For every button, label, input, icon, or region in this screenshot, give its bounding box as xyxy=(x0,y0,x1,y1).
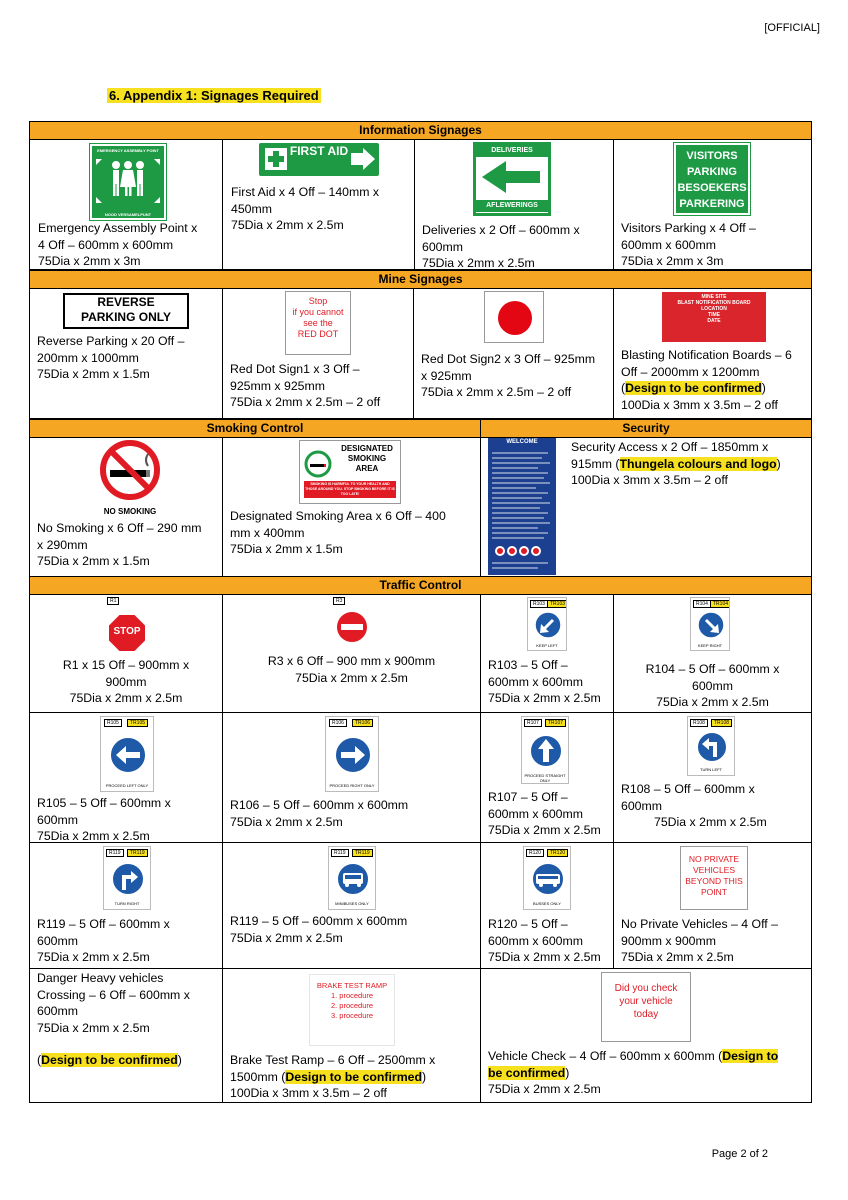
reddot1-line-2: if you cannot xyxy=(292,307,344,317)
cell-r103 xyxy=(480,594,614,713)
cell-r107 xyxy=(480,712,614,843)
check-line-3: 75Dia x 2mm x 2.5m xyxy=(488,1082,601,1096)
r108-line-1: R108 – 5 Off – 600mm x xyxy=(621,782,755,796)
reddot1-line-3: see the xyxy=(303,318,333,328)
brake-line-2-prefix: 1500mm ( xyxy=(230,1069,286,1084)
r107-line-1: R107 – 5 Off – xyxy=(488,790,568,804)
r107-code-label: R107 xyxy=(524,719,542,727)
noprivate-line-3: 75Dia x 2mm x 2.5m xyxy=(621,950,734,964)
reddot1-desc-3: 75Dia x 2mm x 2.5m – 2 off xyxy=(230,395,381,409)
r107-sign-label: PROCEED STRAIGHT ONLY xyxy=(524,773,566,783)
check-line-2 xyxy=(488,1065,778,1082)
no-entry-icon xyxy=(334,609,370,645)
danger-paren-open: ( xyxy=(37,1053,42,1067)
r119a-description xyxy=(37,916,170,966)
r104-line-1: R104 – 5 Off – 600mm x xyxy=(645,662,780,676)
reddot2-desc-2: x 925mm xyxy=(421,368,472,383)
danger-line-3: 600mm xyxy=(37,1004,79,1018)
r120-tr-label: TR120 xyxy=(547,849,568,857)
reddot1-description xyxy=(230,361,380,411)
cell-brake-test-ramp xyxy=(222,968,481,1103)
blasting-line-1: Blasting Notification Boards – 6 xyxy=(621,348,792,362)
r104-sign xyxy=(690,597,730,651)
r1-line-3: 75Dia x 2mm x 2.5m xyxy=(69,691,183,705)
check-sign-3: today xyxy=(633,1009,659,1020)
reddot1-line-1: Stop xyxy=(308,296,328,306)
danger-line-5 xyxy=(37,1052,190,1069)
r119b-line-1: R119 – 5 Off – 600mm x 600mm xyxy=(230,914,408,928)
r120-description xyxy=(488,916,601,966)
danger-paren-close: ) xyxy=(177,1053,182,1067)
cell-blasting-board xyxy=(613,288,812,419)
r107-sign xyxy=(521,716,569,784)
deliveries-line-2: 600mm xyxy=(422,239,464,254)
classification-label: [OFFICIAL] xyxy=(764,22,820,34)
designated-sign-title xyxy=(334,444,400,474)
vehicle-check-sign xyxy=(601,972,691,1042)
cell-r1-stop xyxy=(29,594,223,713)
deliveries-line-3: 75Dia x 2mm x 2.5m xyxy=(422,256,535,270)
proceed-right-arrow-icon xyxy=(333,735,373,775)
assembly-line-2: 4 Off – 600mm x 600mm xyxy=(38,237,174,252)
page-number: Page 2 of 2 xyxy=(711,1148,768,1160)
r104-tr-label: TR104 xyxy=(710,600,730,608)
brake-sign-3: 2. procedure xyxy=(330,1001,374,1010)
designated-sign-3: AREA xyxy=(355,464,379,473)
r120-line-2: 600mm x 600mm xyxy=(488,933,583,948)
danger-design-tbc-highlight: Design to be confirmed xyxy=(41,1053,178,1067)
blasting-notification-sign xyxy=(662,292,766,342)
minibus-icon xyxy=(335,861,371,897)
r120-sign xyxy=(523,846,571,910)
first-aid-sign-text: FIRST AID xyxy=(289,144,349,158)
reddot2-description xyxy=(421,351,595,401)
security-line-3: 100Dia x 3mm x 3.5m – 2 off xyxy=(571,473,728,487)
security-description xyxy=(571,439,781,489)
designated-sign-1: DESIGNATED xyxy=(341,444,393,453)
visitors-description xyxy=(621,220,756,270)
no-smoking-line-3: 75Dia x 2mm x 1.5m xyxy=(37,554,150,568)
r120-line-3: 75Dia x 2mm x 2.5m xyxy=(488,950,601,964)
blasting-description xyxy=(621,347,792,413)
r103-line-3: 75Dia x 2mm x 2.5m xyxy=(488,691,601,705)
check-design-tbc-highlight-1: Design to xyxy=(722,1049,779,1063)
visitors-sign-line-3: BESOEKERS xyxy=(677,182,747,194)
no-smoking-sign-text: NO SMOKING xyxy=(103,507,157,516)
r119b-sign xyxy=(328,846,376,910)
r107-line-2: 600mm x 600mm xyxy=(488,806,583,821)
reverse-line-3: 75Dia x 2mm x 1.5m xyxy=(37,367,150,381)
designated-smoking-sign xyxy=(299,440,401,504)
blasting-paren-open: ( xyxy=(621,381,626,395)
turn-right-arrow-icon xyxy=(110,861,146,897)
noprivate-sign-3: BEYOND THIS xyxy=(685,876,743,886)
red-dot-sign-1 xyxy=(285,291,351,355)
blasting-sign-4: TIME xyxy=(708,312,720,318)
r108-tr-label: TR108 xyxy=(711,719,732,727)
reddot2-desc-3: 75Dia x 2mm x 2.5m – 2 off xyxy=(421,385,572,399)
first-aid-line-3: 75Dia x 2mm x 2.5m xyxy=(231,218,344,232)
proceed-straight-arrow-icon xyxy=(528,733,564,769)
no-smoking-description xyxy=(37,520,201,570)
designated-sign-warning: SMOKING IS HARMFUL TO YOUR HEALTH AND THOSE AROUND YOU. STOP SMOKING BEFORE IT IS TOO LATE! xyxy=(305,482,395,496)
security-sign-title: WELCOME xyxy=(506,439,538,445)
r106-line-1: R106 – 5 Off – 600mm x 600mm xyxy=(230,798,409,812)
no-smoking-line-1: No Smoking x 6 Off – 290 mm xyxy=(37,521,202,535)
r103-tr-label: TR103 xyxy=(547,600,567,608)
red-dot-sign-2 xyxy=(484,291,544,343)
reverse-line-2: 200mm x 1000mm xyxy=(37,350,139,365)
cell-visitors-parking xyxy=(613,139,812,270)
visitors-line-3: 75Dia x 2mm x 3m xyxy=(621,254,724,268)
people-icon xyxy=(92,153,164,209)
noprivate-description xyxy=(621,916,778,966)
assembly-line-1: Emergency Assembly Point x xyxy=(38,221,198,235)
deliveries-sign xyxy=(473,142,551,216)
r106-code-label: R106 xyxy=(329,719,347,727)
brake-line-2-suffix: ) xyxy=(422,1069,427,1084)
brake-line-3: 100Dia x 3mm x 3.5m – 2 off xyxy=(230,1086,387,1100)
cell-r104 xyxy=(613,594,812,713)
thungela-highlight: Thungela colours and logo xyxy=(619,456,777,471)
r1-line-2: 900mm xyxy=(105,674,147,689)
deliveries-sign-bottom: AFLEWERINGS xyxy=(476,200,548,212)
r1-line-1: R1 x 15 Off – 900mm x xyxy=(62,658,190,672)
reverse-parking-sign xyxy=(63,293,189,329)
check-line-1-prefix: Vehicle Check – 4 Off – 600mm x 600mm ( xyxy=(488,1049,723,1063)
r103-description xyxy=(488,657,601,707)
designated-line-1: Designated Smoking Area x 6 Off – 400 xyxy=(230,509,446,523)
brake-line-2 xyxy=(230,1069,435,1086)
assembly-line-3: 75Dia x 2mm x 3m xyxy=(38,254,141,268)
brake-description xyxy=(230,1052,435,1102)
reverse-line-1: Reverse Parking x 20 Off – xyxy=(37,334,185,348)
first-aid-line-1: First Aid x 4 Off – 140mm x xyxy=(231,185,380,199)
assembly-sign-top-text: EMERGENCY ASSEMBLY POINT xyxy=(97,148,159,153)
no-smoking-line-2: x 290mm xyxy=(37,537,88,552)
designated-line-2: mm x 400mm xyxy=(230,525,305,540)
visitors-sign-line-1: VISITORS xyxy=(686,150,738,162)
danger-line-1: Danger Heavy vehicles xyxy=(37,971,164,985)
arrow-left-icon xyxy=(476,157,548,197)
reverse-sign-line-2: PARKING ONLY xyxy=(80,310,171,324)
r104-line-3: 75Dia x 2mm x 2.5m xyxy=(656,695,769,709)
blasting-sign-1: MINE SITE xyxy=(701,294,727,300)
section-header-information: Information Signages xyxy=(29,121,812,140)
cell-red-dot-2 xyxy=(413,288,614,419)
cell-first-aid xyxy=(222,139,415,270)
security-rules-text-lines xyxy=(488,447,556,573)
visitors-line-1: Visitors Parking x 4 Off – xyxy=(621,221,756,235)
danger-line-2: Crossing – 6 Off – 600mm x xyxy=(37,987,190,1002)
deliveries-sign-top: DELIVERIES xyxy=(476,145,548,157)
r104-code-label: R104 xyxy=(693,600,711,608)
reddot1-desc-1: Red Dot Sign1 x 3 Off – xyxy=(230,362,360,376)
r3-description xyxy=(223,653,480,686)
section-header-smoking: Smoking Control xyxy=(29,419,481,438)
danger-spacer xyxy=(37,1036,190,1052)
r108-line-2: 600mm xyxy=(621,798,663,813)
blasting-line-4: 100Dia x 3mm x 3.5m – 2 off xyxy=(621,397,778,412)
designated-description xyxy=(230,508,446,558)
check-description xyxy=(488,1048,778,1098)
cell-no-smoking xyxy=(29,437,223,577)
r105-line-2: 600mm xyxy=(37,812,79,827)
r108-sign xyxy=(687,716,735,776)
r108-description xyxy=(621,781,767,831)
designated-line-3: 75Dia x 2mm x 1.5m xyxy=(230,542,343,556)
r106-tr-label: TR106 xyxy=(352,719,373,727)
r119b-line-2: 75Dia x 2mm x 2.5m xyxy=(230,930,343,945)
cell-vehicle-check xyxy=(480,968,812,1103)
cell-r105 xyxy=(29,712,223,843)
security-line-2 xyxy=(571,456,781,473)
deliveries-line-1: Deliveries x 2 Off – 600mm x xyxy=(422,223,580,237)
r119b-description xyxy=(230,913,407,946)
turn-left-arrow-icon xyxy=(695,730,729,764)
cell-r108 xyxy=(613,712,812,843)
security-line-2-prefix: 915mm ( xyxy=(571,456,620,471)
brake-test-ramp-sign xyxy=(309,974,395,1046)
r119a-line-3: 75Dia x 2mm x 2.5m xyxy=(37,950,150,964)
r119a-code-label: R119 xyxy=(106,849,124,857)
r120-code-label: R120 xyxy=(526,849,544,857)
cell-r120 xyxy=(480,842,614,969)
r105-line-1: R105 – 5 Off – 600mm x xyxy=(37,796,171,810)
cell-designated-smoking xyxy=(222,437,481,577)
r104-description xyxy=(614,661,811,711)
no-smoking-icon xyxy=(90,440,170,504)
brake-design-tbc-highlight: Design to be confirmed xyxy=(285,1069,423,1084)
r1-description xyxy=(30,657,222,707)
r103-sign xyxy=(527,597,567,651)
cell-security-access xyxy=(480,437,812,577)
cell-no-private-vehicles xyxy=(613,842,812,969)
cell-red-dot-1 xyxy=(222,288,414,419)
r105-tr-label: TR105 xyxy=(127,719,148,727)
check-line-2-suffix: ) xyxy=(565,1065,570,1080)
r106-sign xyxy=(325,716,379,792)
danger-line-4: 75Dia x 2mm x 2.5m xyxy=(37,1020,150,1035)
smoking-allowed-icon xyxy=(303,449,333,479)
r105-description xyxy=(37,795,171,843)
r119a-tr-label: TR119 xyxy=(127,849,148,857)
r103-sign-label: KEEP LEFT xyxy=(536,643,558,648)
r107-line-3: 75Dia x 2mm x 2.5m xyxy=(488,823,601,837)
security-line-1: Security Access x 2 Off – 1850mm x xyxy=(571,440,769,454)
r105-code-label: R105 xyxy=(104,719,122,727)
r119b-code-label: R119 xyxy=(331,849,349,857)
security-line-2-suffix: ) xyxy=(776,456,781,471)
cell-emergency-assembly xyxy=(29,139,223,270)
section-header-mine: Mine Signages xyxy=(29,270,812,289)
check-line-1 xyxy=(488,1048,778,1065)
brake-sign-2: 1. procedure xyxy=(330,991,374,1000)
no-private-vehicles-sign xyxy=(680,846,748,910)
section-header-traffic: Traffic Control xyxy=(29,576,812,595)
r119a-sign xyxy=(103,846,151,910)
blasting-paren-close: ) xyxy=(761,381,766,395)
blasting-sign-2: BLAST NOTIFICATION BOARD xyxy=(677,300,751,306)
keep-right-arrow-icon xyxy=(697,611,725,639)
visitors-sign-line-2: PARKING xyxy=(687,166,737,178)
r106-description xyxy=(230,797,408,830)
cell-r119-minibus xyxy=(222,842,481,969)
visitors-sign-line-4: PARKERING xyxy=(679,198,745,210)
cell-r119-turn-right xyxy=(29,842,223,969)
keep-left-arrow-icon xyxy=(534,611,562,639)
r119b-tr-label: TR119 xyxy=(352,849,373,857)
r3-line-1: R3 x 6 Off – 900 mm x 900mm xyxy=(267,654,436,668)
r104-sign-label: KEEP RIGHT xyxy=(697,643,723,648)
r120-line-1: R120 – 5 Off – xyxy=(488,917,568,931)
r105-sign xyxy=(100,716,154,792)
r3-line-2: 75Dia x 2mm x 2.5m xyxy=(295,670,408,685)
r107-description xyxy=(488,789,601,839)
section-header-security: Security xyxy=(480,419,812,438)
noprivate-sign-4: POINT xyxy=(701,887,727,897)
r105-line-3: 75Dia x 2mm x 2.5m xyxy=(37,829,150,843)
blasting-line-2: Off – 2000mm x 1200mm xyxy=(621,364,760,379)
design-tbc-highlight: Design to be confirmed xyxy=(625,381,762,395)
r119b-sign-label: MINIBUSES ONLY xyxy=(335,901,369,906)
reddot1-desc-2: 925mm x 925mm xyxy=(230,378,325,393)
noprivate-line-2: 900mm x 900mm xyxy=(621,933,716,948)
noprivate-line-1: No Private Vehicles – 4 Off – xyxy=(621,917,778,931)
blasting-sign-5: DATE xyxy=(707,318,721,324)
first-aid-sign xyxy=(259,143,379,176)
r108-sign-label: TURN LEFT xyxy=(700,767,722,772)
brake-sign-4: 3. procedure xyxy=(330,1011,374,1020)
first-aid-description xyxy=(231,184,379,234)
r108-line-3: 75Dia x 2mm x 2.5m xyxy=(654,815,767,829)
r103-line-2: 600mm x 600mm xyxy=(488,674,583,689)
red-dot-icon xyxy=(485,292,544,343)
no-smoking-sign xyxy=(90,440,170,518)
r108-code-label: R108 xyxy=(690,719,708,727)
proceed-left-arrow-icon xyxy=(108,735,148,775)
visitors-parking-sign xyxy=(674,143,750,215)
r107-tr-label: TR107 xyxy=(545,719,566,727)
r106-sign-label: PROCEED RIGHT ONLY xyxy=(329,783,375,788)
cell-reverse-parking xyxy=(29,288,223,419)
stop-sign-text: STOP xyxy=(113,626,141,637)
brake-line-1: Brake Test Ramp – 6 Off – 2500mm x xyxy=(230,1053,436,1067)
r103-line-1: R103 – 5 Off – xyxy=(488,658,568,672)
r3-code-label: R3 xyxy=(333,597,345,605)
r104-line-2: 600mm xyxy=(691,678,733,693)
reddot2-desc-1: Red Dot Sign2 x 3 Off – 925mm xyxy=(421,352,596,366)
r119a-line-2: 600mm xyxy=(37,933,79,948)
r106-line-2: 75Dia x 2mm x 2.5m xyxy=(230,814,343,829)
r1-code-label: R1 xyxy=(107,597,119,605)
section-heading: 6. Appendix 1: Signages Required xyxy=(109,88,319,103)
blasting-line-3 xyxy=(621,380,792,397)
assembly-description xyxy=(38,220,197,270)
r119a-sign-label: TURN RIGHT xyxy=(114,901,140,906)
reverse-description xyxy=(37,333,184,383)
visitors-line-2: 600mm x 600mm xyxy=(621,237,716,252)
blasting-sign-3: LOCATION xyxy=(701,306,727,312)
designated-sign-2: SMOKING xyxy=(347,454,387,463)
noprivate-sign-2: VEHICLES xyxy=(692,865,736,875)
reverse-sign-line-1: REVERSE xyxy=(97,295,155,309)
security-welcome-sign xyxy=(488,437,556,575)
r119a-line-1: R119 – 5 Off – 600mm x xyxy=(37,917,170,931)
cell-danger-heavy-vehicles xyxy=(29,968,223,1103)
r120-sign-label: BUSSES ONLY xyxy=(533,901,561,906)
cell-r3-no-entry xyxy=(222,594,481,713)
brake-sign-1: BRAKE TEST RAMP xyxy=(316,981,388,990)
check-sign-1: Did you check xyxy=(614,983,678,994)
check-design-tbc-highlight-2: be confirmed xyxy=(488,1065,566,1080)
emergency-assembly-sign xyxy=(90,144,166,220)
first-aid-line-2: 450mm xyxy=(231,201,273,216)
bus-icon xyxy=(530,861,566,897)
danger-description xyxy=(37,970,190,1069)
assembly-sign-bottom-text: NOOD VERSAMELPUNT xyxy=(104,212,152,217)
cell-deliveries xyxy=(414,139,614,270)
deliveries-description xyxy=(422,222,580,270)
reddot1-line-4: RED DOT xyxy=(297,329,339,339)
noprivate-sign-1: NO PRIVATE xyxy=(688,854,740,864)
cell-r106 xyxy=(222,712,481,843)
check-sign-2: your vehicle xyxy=(619,996,673,1007)
r103-code-label: R103 xyxy=(530,600,548,608)
r105-sign-label: PROCEED LEFT ONLY xyxy=(105,783,149,788)
